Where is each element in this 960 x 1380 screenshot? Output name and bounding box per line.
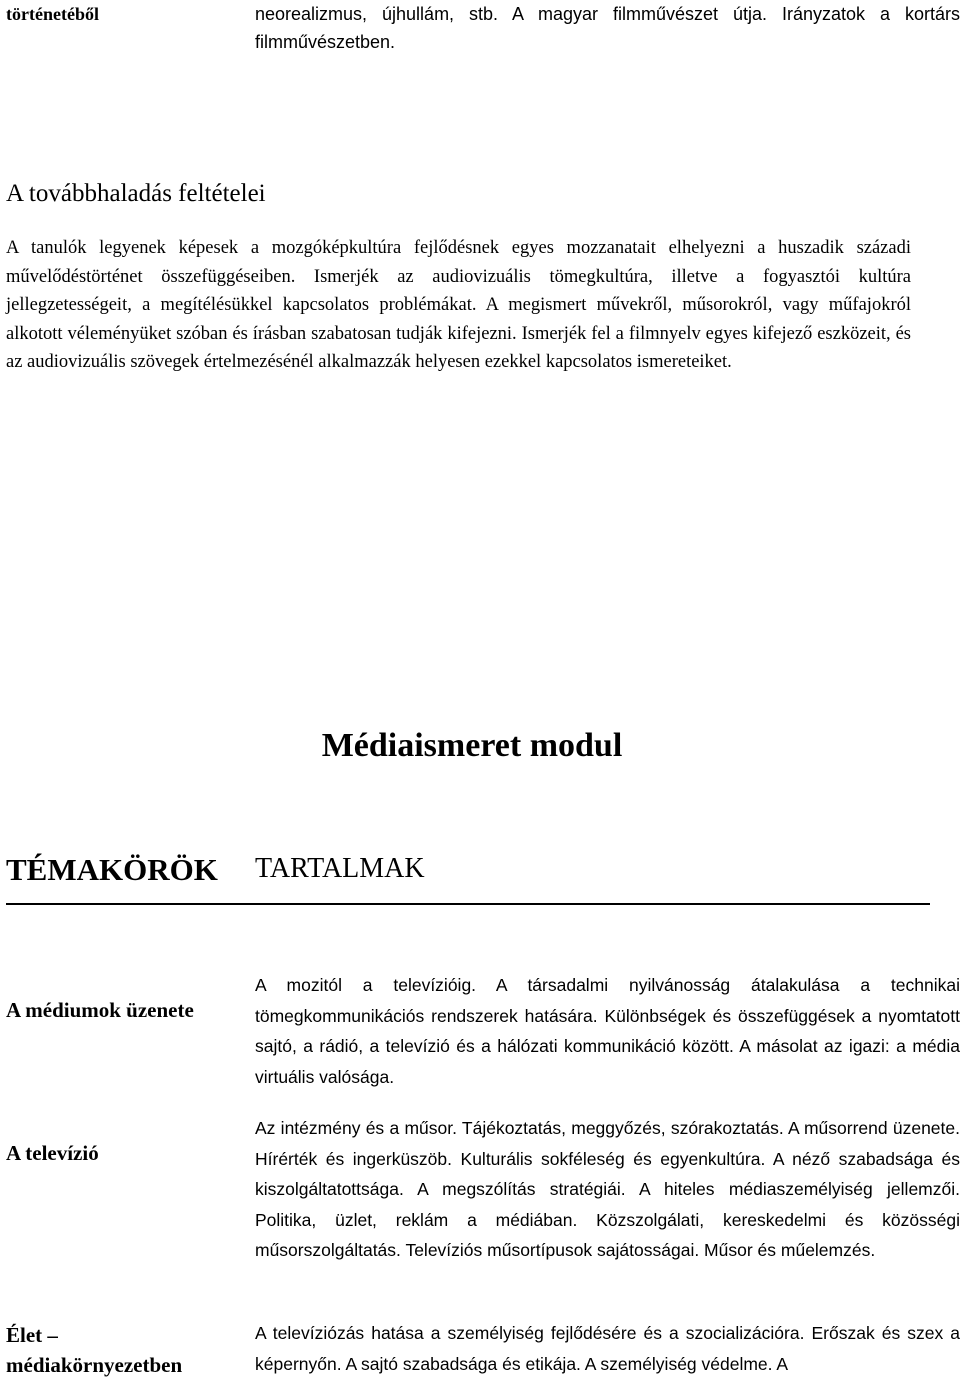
topic-content: Az intézmény és a műsor. Tájékoztatás, meggyőzés, szórakoztatás. A műsorrend üzenete. Hírérték és ingerküszöb. Kulturális sokféleség és egyenkultúra. A néző szabadsága és kiszolgáltatottsága. A megszólítás stratégiái. A hiteles médiaszemélyiség jellemzői. Politika, üzlet, reklám a médiában. Közszolgálati, kereskedelmi és közösségi műsorszolgáltatás. Televíziós műsortípusok sajátosságai. Műsor és műelemzés. (255, 1118, 960, 1261)
column-header-contents: TARTALMAK (255, 853, 425, 884)
topic-content: A mozitól a televízióig. A társadalmi nyilvánosság átalakulása a technikai tömegkommunikációs rendszerek hatására. Különbségek és összefüggések a nyomtatott sajtó, a rádió, a televízió és a hálózati kommunikáció között. A másolat az igazi: a média virtuális valósága. (255, 975, 960, 1087)
topic-label: Élet – médiakörnyezetben (6, 1323, 183, 1377)
top-row-text: neorealizmus, újhullám, stb. A magyar filmművészet útja. Irányzatok a kortárs filmművészetben. (255, 4, 960, 52)
topic-content: A televíziózás hatása a személyiség fejlődésére és a szocializációra. Erőszak és szex a képernyőn. A sajtó szabadsága és etikája. A személyiség védelme. A (255, 1323, 960, 1374)
progression-paragraph: A tanulók legyenek képesek a mozgóképkultúra fejlődésnek egyes mozzanatait elhelyezni a huszadik századi művelődéstörténet összefüggéseiben. Ismerjék az audiovizuális tömegkultúra, illetve a fogyasztói kultúra jellegzetességeit, a megítélésükkel kapcsolatos problémákat. A megismert művekről, műsorokról, vagy műfajokról alkotott véleményüket szóban és írásban szabatosan tudják kifejezni. Ismerjék fel a filmnyelv egyes kifejező eszközeit, és az audiovizuális szövegek értelmezésénél alkalmazzák helyesen ezekkel kapcsolatos ismereteiket. (6, 238, 911, 372)
topic-label: A televízió (6, 1141, 99, 1165)
header-divider (6, 903, 930, 905)
module-title: Médiaismeret modul (321, 727, 623, 764)
topic-label: A médiumok üzenete (6, 998, 194, 1022)
column-header-topics: TÉMAKÖRÖK (6, 852, 218, 887)
progression-heading: A továbbhaladás feltételei (6, 180, 266, 207)
top-row-label: történetéből (6, 4, 99, 24)
